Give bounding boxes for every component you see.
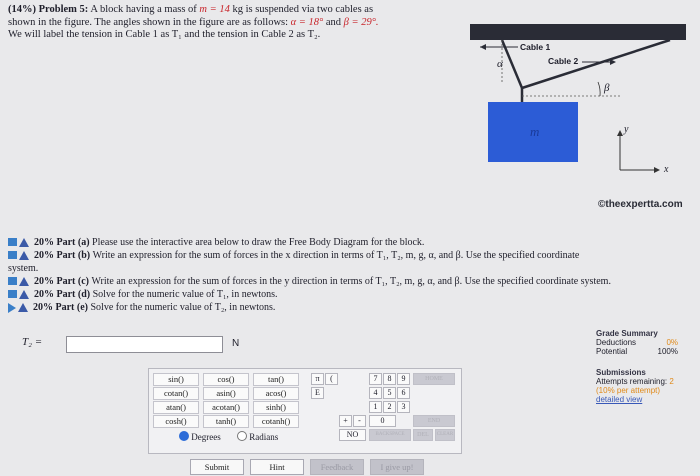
part-text: system.	[8, 263, 39, 274]
part-d[interactable]	[8, 288, 698, 301]
sin-button[interactable]: sin()	[153, 373, 199, 386]
per-attempt-note: (10% per attempt)	[596, 386, 661, 395]
beta-arc	[598, 82, 600, 96]
no-key[interactable]: NO	[339, 429, 366, 441]
equation-keypad	[148, 368, 462, 454]
part-text: Solve for the numeric value of T₁, in newtons.	[92, 289, 278, 300]
part-text: Write an expression for the sum of forces in the y direction in terms of T₁, T₂, m, g, α, and β. Use the specified coordinate system.	[91, 276, 611, 287]
problem-header: (14%) Problem 5:	[8, 4, 89, 15]
copyright-credit: ©theexpertta.com	[598, 199, 683, 210]
problem-text: shown in the figure. The angles shown in the figure are as follows:	[8, 16, 289, 28]
submissions-title: Submissions	[596, 368, 646, 377]
alpha-symbol: α	[497, 58, 503, 70]
degrees-label: Degrees	[191, 432, 221, 442]
part-label: 20% Part (e)	[33, 302, 88, 313]
tanh-button[interactable]: tanh()	[203, 415, 249, 428]
part-label: 20% Part (b)	[34, 250, 91, 261]
acos-button[interactable]: acos()	[253, 387, 299, 400]
beta-symbol: β	[604, 82, 610, 94]
unit-label: N	[232, 338, 240, 349]
key-9[interactable]: 9	[397, 373, 410, 385]
attempts-value: 2	[669, 377, 674, 386]
backspace-key[interactable]: BACKSPACE	[369, 429, 411, 441]
deductions-value: 0%	[666, 338, 678, 347]
x-axis-label: x	[664, 164, 669, 175]
answer-input[interactable]	[66, 336, 223, 353]
del-key[interactable]: DEL	[413, 429, 433, 441]
sinh-button[interactable]: sinh()	[253, 401, 299, 414]
warning-icon	[19, 251, 29, 260]
part-b[interactable]	[8, 249, 698, 262]
cotan-button[interactable]: cotan()	[153, 387, 199, 400]
degrees-option[interactable]	[179, 431, 221, 442]
cos-button[interactable]: cos()	[203, 373, 249, 386]
part-e[interactable]	[8, 301, 698, 314]
submit-button[interactable]: Submit	[190, 459, 244, 475]
mass-symbol: m	[530, 124, 540, 139]
attempts-label: Attempts remaining:	[596, 377, 668, 386]
cable2-arrowhead	[610, 59, 616, 65]
key-5[interactable]: 5	[383, 387, 396, 399]
radio-selected-icon	[179, 431, 189, 441]
pi-key[interactable]: π	[311, 373, 324, 385]
potential-label: Potential	[596, 347, 628, 356]
warning-icon	[19, 238, 29, 247]
minus-key[interactable]: -	[353, 415, 366, 427]
potential-value: 100%	[657, 347, 678, 356]
key-4[interactable]: 4	[369, 387, 382, 399]
key-2[interactable]: 2	[383, 401, 396, 413]
deductions-label: Deductions	[596, 338, 637, 347]
part-status-icon	[8, 238, 17, 246]
radians-option[interactable]	[237, 431, 278, 442]
key-6[interactable]: 6	[397, 387, 410, 399]
part-text: Solve for the numeric value of T₂, in newtons.	[90, 302, 276, 313]
clear-key[interactable]: CLEAR	[435, 429, 455, 441]
key-1[interactable]: 1	[369, 401, 382, 413]
part-status-icon	[8, 251, 17, 259]
grade-summary	[596, 329, 686, 404]
cotanh-button[interactable]: cotanh()	[253, 415, 299, 428]
give-up-button[interactable]: I give up!	[370, 459, 424, 475]
play-icon	[8, 303, 16, 313]
key-3[interactable]: 3	[397, 401, 410, 413]
warning-icon	[19, 290, 29, 299]
plus-key[interactable]: +	[339, 415, 352, 427]
mass-value: m = 14	[199, 4, 230, 15]
problem-text: kg is suspended via two cables as	[232, 4, 374, 15]
cable2-label: Cable 2	[548, 56, 579, 66]
grade-title: Grade Summary	[596, 329, 658, 338]
part-b-continued	[8, 262, 698, 275]
part-c[interactable]	[8, 275, 698, 288]
part-status-icon	[8, 290, 17, 298]
alpha-value: α = 18°	[290, 16, 324, 28]
tan-button[interactable]: tan()	[253, 373, 299, 386]
parts-list	[8, 236, 698, 314]
part-text: Please use the interactive area below to draw the Free Body Diagram for the block.	[92, 237, 425, 248]
e-key[interactable]: E	[311, 387, 324, 399]
part-status-icon	[8, 277, 17, 285]
beta-value: β = 29°.	[343, 16, 379, 28]
open-paren-key[interactable]: (	[325, 373, 338, 385]
key-7[interactable]: 7	[369, 373, 382, 385]
cable1-arrowhead	[480, 44, 486, 50]
part-label: 20% Part (a)	[34, 237, 90, 248]
cosh-button[interactable]: cosh()	[153, 415, 199, 428]
asin-button[interactable]: asin()	[203, 387, 249, 400]
home-key[interactable]: HOME	[413, 373, 455, 385]
detailed-view-link[interactable]: detailed view	[596, 395, 643, 404]
part-a[interactable]	[8, 236, 698, 249]
part-label: 20% Part (d)	[34, 289, 91, 300]
x-arrowhead	[654, 167, 660, 173]
radians-label: Radians	[249, 432, 279, 442]
end-key[interactable]: END	[413, 415, 455, 427]
warning-icon	[18, 303, 28, 312]
cable1-label: Cable 1	[520, 42, 551, 52]
radio-unselected-icon	[237, 431, 247, 441]
problem-text: We will label the tension in Cable 1 as T₁ and the tension in Cable 2 as T₂.	[8, 29, 321, 40]
problem-statement	[8, 4, 468, 42]
y-arrowhead	[617, 130, 623, 136]
problem-text: A block having a mass of	[90, 4, 197, 15]
problem-text: and	[325, 16, 342, 28]
answer-label: T₂ =	[22, 336, 43, 348]
warning-icon	[19, 277, 29, 286]
feedback-button[interactable]: Feedback	[310, 459, 364, 475]
key-8[interactable]: 8	[383, 373, 396, 385]
y-axis-label: y	[624, 124, 629, 135]
part-label: 20% Part (c)	[34, 276, 89, 287]
atan-button[interactable]: atan()	[153, 401, 199, 414]
acotan-button[interactable]: acotan()	[203, 401, 249, 414]
part-text: Write an expression for the sum of forces in the x direction in terms of T₁, T₂, m, g, α, and β. Use the specified coordinate	[92, 250, 580, 261]
hint-button[interactable]: Hint	[250, 459, 304, 475]
key-0[interactable]: 0	[369, 415, 396, 427]
